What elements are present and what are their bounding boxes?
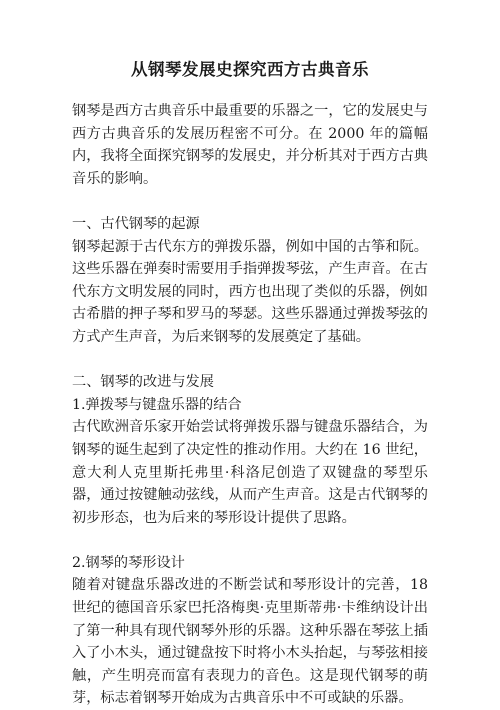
paragraph-gap [72,190,428,213]
section2-sub1-body: 古代欧洲音乐家开始尝试将弹拨乐器与键盘乐器结合，为钢琴的诞生起到了决定性的推动作用。大约在 16 世纪，意大利人克里斯托弗里·科洛尼创造了双键盘的琴型乐器，通过按键触动弦线，从而产生声音。这是古代钢琴的初步形态，也为后来的琴形设计提供了思路。 [72,419,428,526]
document-title: 从钢琴发展史探究西方古典音乐 [131,60,369,79]
intro-paragraph: 钢琴是西方古典音乐中最重要的乐器之一，它的发展史与西方古典音乐的发展历程密不可分。在 2000 年的篇幅内，我将全面探究钢琴的发展史，并分析其对于西方古典音乐的影响。 [72,103,428,187]
section2-sub1-heading: 1.弹拨琴与键盘乐器的结合 [72,396,242,413]
section2-sub2-heading: 2.钢琴的琴形设计 [72,554,185,571]
paragraph-gap [72,349,428,372]
section1-heading: 一、古代钢琴的起源 [72,215,200,232]
section2-heading: 二、钢琴的改进与发展 [72,374,214,391]
paragraph-gap [72,529,428,552]
section1-body: 钢琴起源于古代东方的弹拨乐器，例如中国的古筝和阮。这些乐器在弹奏时需要用手指弹拨琴弦，产生声音。在古代东方文明发展的同时，西方也出现了类似的乐器，例如古希腊的押子琴和罗马的琴瑟。这些乐器通过弹拨琴弦的方式产生声音，为后来钢琴的发展奠定了基础。 [72,238,428,345]
section2-sub2-body: 随着对键盘乐器改进的不断尝试和琴形设计的完善，18 世纪的德国音乐家巴托洛梅奥·克里斯蒂弗·卡维纳设计出了第一种具有现代钢琴外形的乐器。这种乐器在琴弦上插入了小木头，通过键盘按下时将小木头抬起，与琴弦相接触，产生明亮而富有表现力的音色。这是现代钢琴的萌芽，标志着钢琴开始成为古典音乐中不可或缺的乐器。 [72,577,428,707]
